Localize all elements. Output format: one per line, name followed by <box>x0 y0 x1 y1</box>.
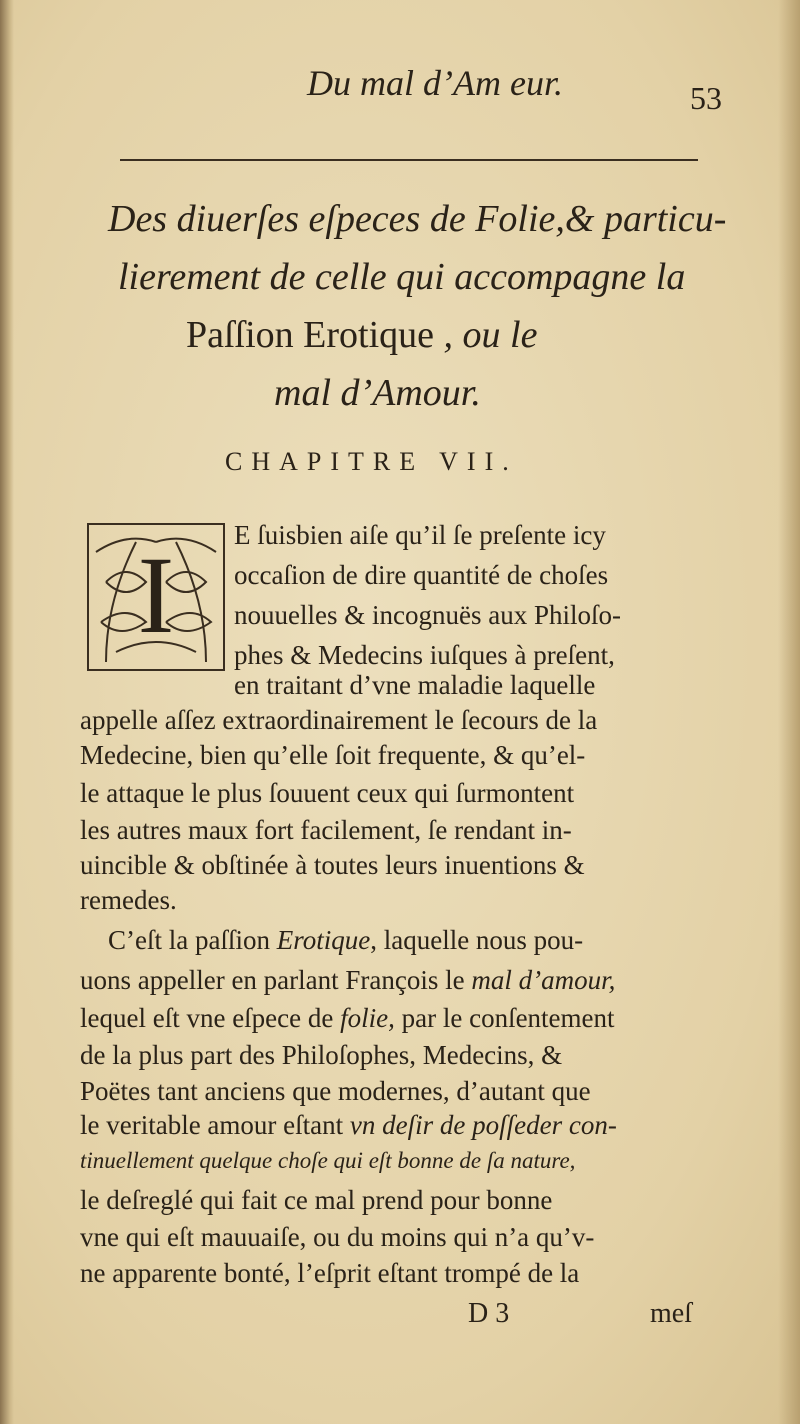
text-line: appelle aſſez extraordinairement le ſecours de la <box>80 705 598 735</box>
page-number: 53 <box>690 80 722 116</box>
heading-line-3-italic: , ou le <box>443 314 538 356</box>
text-line: le attaque le plus ſouuent ceux qui ſurmontent <box>80 778 575 808</box>
running-title: Du mal d’Am eur. <box>307 63 563 103</box>
text-line: occaſion de dire quantité de choſes <box>234 560 609 590</box>
text-line: Poëtes tant anciens que modernes, d’autant que <box>80 1076 591 1106</box>
text-line: ne apparente bonté, l’eſprit eſtant trompé de la <box>80 1258 580 1288</box>
text-line: les autres maux fort facilement, ſe rendant in- <box>80 815 572 845</box>
heading-line-3 <box>186 306 748 364</box>
text-line: remedes. <box>80 885 177 915</box>
heading-line-3-roman: Paſſion Erotique <box>186 314 435 356</box>
chapter-heading <box>108 190 748 422</box>
text-line: tinuellement quelque choſe qui eſt bonne de ſa nature, <box>80 1148 576 1173</box>
heading-line-2: lierement de celle qui accompagne la <box>118 256 686 298</box>
text-line: de la plus part des Philoſophes, Medecins, & <box>80 1040 563 1070</box>
text-line: le veritable amour eſtant vn deſir de poſſeder con- <box>80 1110 617 1140</box>
text-line: E ſuisbien aiſe qu’il ſe preſente icy <box>234 520 606 550</box>
page-binding-shadow <box>0 0 14 1424</box>
catchword: meſ <box>650 1298 692 1329</box>
header-rule <box>120 159 698 161</box>
text-line: Medecine, bien qu’elle ſoit frequente, & qu’el- <box>80 740 586 770</box>
text-line: lequel eſt vne eſpece de folie, par le conſentement <box>80 1003 615 1033</box>
heading-line-1: Des diuerſes eſpeces de Folie,& particu- <box>108 198 727 240</box>
signature-mark: D 3 <box>468 1298 510 1329</box>
heading-line-4: mal d’Amour. <box>274 372 481 414</box>
text-line: uons appeller en parlant François le mal d’amour, <box>80 965 616 995</box>
text-line: phes & Medecins iuſques à preſent, <box>234 640 615 670</box>
text-line: vne qui eſt mauuaiſe, ou du moins qui n’a qu’v- <box>80 1222 595 1252</box>
text-line: nouuelles & incognuës aux Philoſo- <box>234 600 621 630</box>
chapter-number: CHAPITRE VII. <box>225 447 518 476</box>
text-line: en traitant d’vne maladie laquelle <box>234 670 596 700</box>
ornamental-dropcap <box>86 522 226 672</box>
text-line: C’eſt la paſſion Erotique, laquelle nous pou- <box>108 925 584 955</box>
text-line: le deſreglé qui fait ce mal prend pour bonne <box>80 1185 553 1215</box>
text-line: uincible & obſtinée à toutes leurs inuentions & <box>80 850 585 880</box>
dropcap-letter: I <box>137 534 175 656</box>
page-edge-shadow <box>778 0 800 1424</box>
